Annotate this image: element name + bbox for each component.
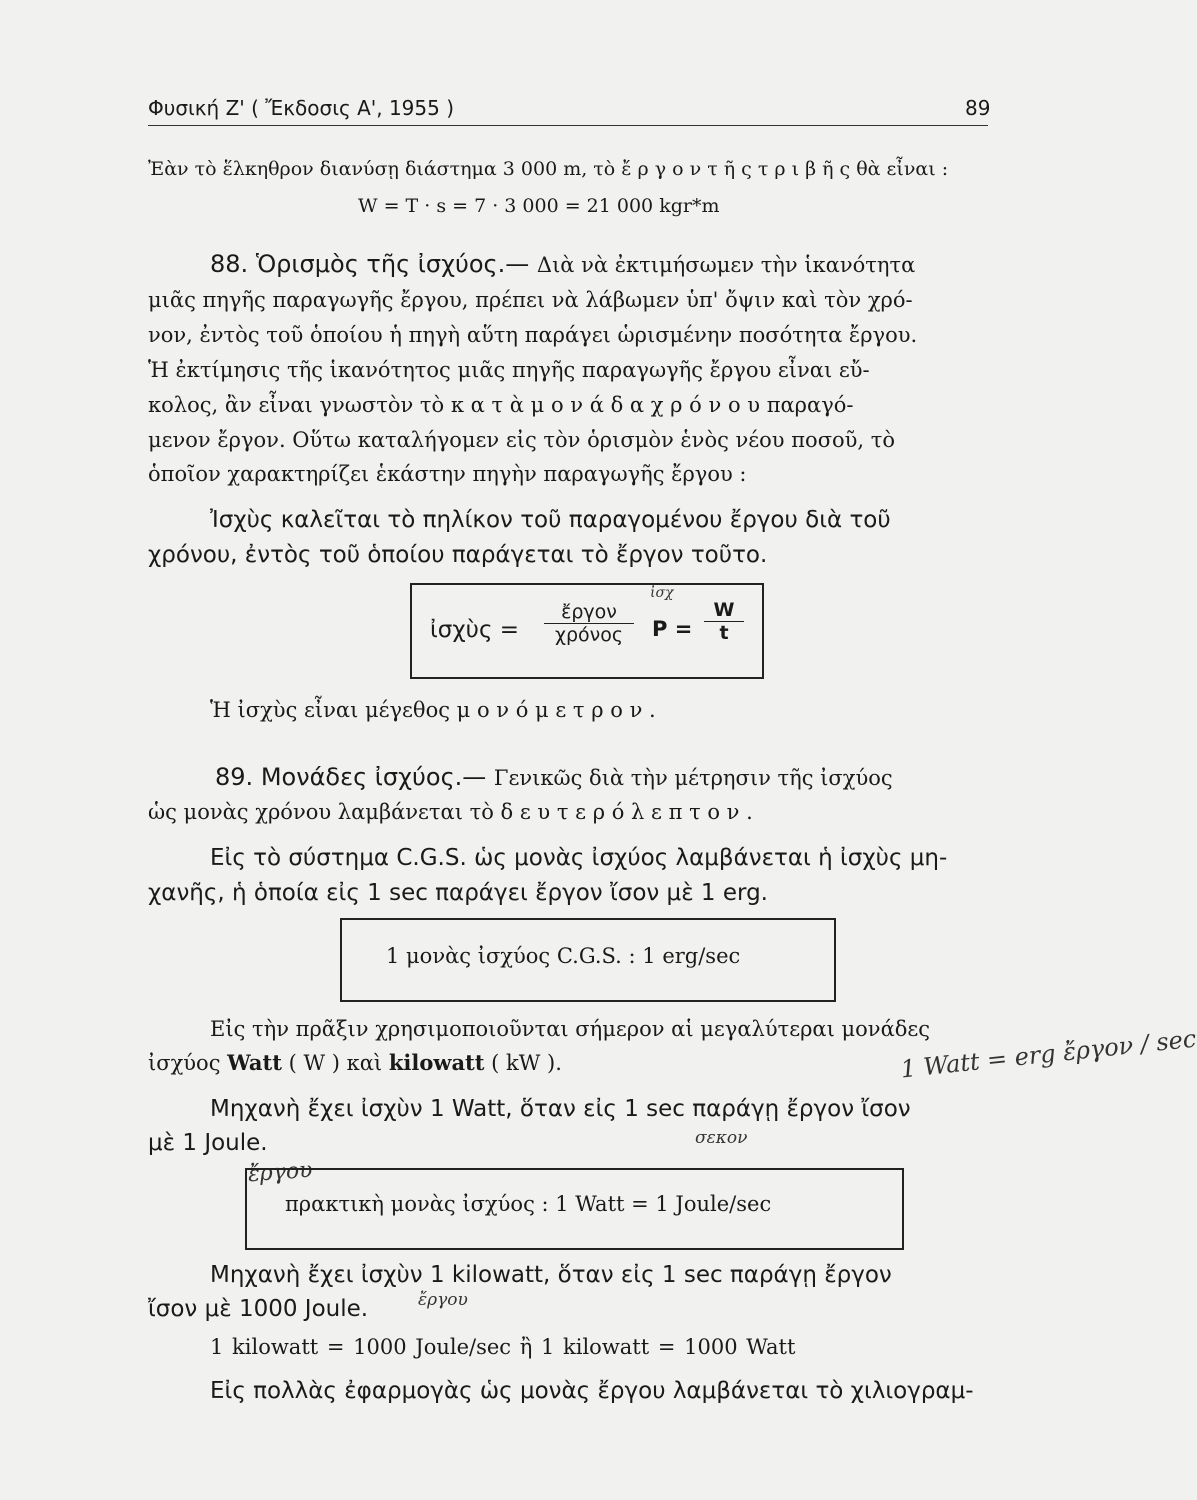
paragraph-line: μενον ἔργον. Οὕτω καταλήγομεν εἰς τὸν ὁρισμὸν ἑνὸς νέου ποσοῦ, τὸ: [148, 428, 896, 452]
section-89-heading: [215, 763, 893, 791]
cgs-unit-box: [340, 918, 836, 1002]
handwritten-note: ἔργου: [418, 1290, 468, 1310]
paragraph-line: Μηχανὴ ἔχει ἰσχὺν 1 kilowatt, ὅταν εἰς 1 sec παράγῃ ἔργον: [210, 1262, 892, 1288]
margin-handwritten-note: 1 Watt = erg ἔργον / sec: [899, 1024, 1197, 1084]
paragraph-line: Ἡ ἐκτίμησις τῆς ἱκανότητος μιᾶς πηγῆς παραγωγῆς ἔργου εἶναι εὔ-: [148, 358, 870, 382]
text-fragment: ἰσχύος: [148, 1051, 221, 1075]
paragraph-line: μὲ 1 Joule.: [148, 1130, 268, 1156]
handwritten-note: σεκον: [695, 1128, 748, 1148]
paragraph-line: μιᾶς πηγῆς παραγωγῆς ἔργου, πρέπει νὰ λάβωμεν ὑπ' ὄψιν καὶ τὸν χρό-: [148, 288, 913, 312]
text-fragment: ( kW ).: [491, 1051, 562, 1075]
page-number: 89: [965, 96, 991, 120]
kilowatt-equivalence: 1 kilowatt = 1000 Joule/sec ἢ 1 kilowatt = 1000 Watt: [210, 1335, 796, 1359]
fraction-w-t: [704, 599, 744, 644]
scalar-note: Ἡ ἰσχὺς εἶναι μέγεθος μ ο ν ό μ ε τ ρ ο ν .: [210, 698, 656, 722]
definition-line: χρόνου, ἐντὸς τοῦ ὁποίου παράγεται τὸ ἔργον τοῦτο.: [148, 542, 768, 568]
fraction-denominator: χρόνος: [554, 624, 624, 646]
section-first-line: Διὰ νὰ ἐκτιμήσωμεν τὴν ἱκανότητα: [536, 253, 916, 277]
formula-symbol: P =: [652, 617, 693, 641]
paragraph-line: [148, 1050, 562, 1075]
paragraph-line: Εἰς τὴν πρᾶξιν χρησιμοποιοῦνται σήμερον αἱ μεγαλύτεραι μονάδες: [210, 1017, 931, 1041]
power-formula-box: [410, 583, 764, 679]
paragraph-line: Εἰς πολλὰς ἐφαρμογὰς ὡς μονὰς ἔργου λαμβάνεται τὸ χιλιογραμ-: [210, 1378, 974, 1404]
watt-unit-box: [245, 1168, 904, 1250]
paragraph-line: νον, ἐντὸς τοῦ ὁποίου ἡ πηγὴ αὕτη παράγει ὡρισμένην ποσότητα ἔργου.: [148, 323, 918, 347]
fraction-numerator: W: [704, 599, 744, 622]
section-88-heading: [210, 250, 915, 278]
section-number: 89.: [215, 763, 254, 791]
watt-term: Watt: [227, 1050, 282, 1075]
handwritten-note: ἰσχ: [650, 585, 674, 601]
definition-line: Ἰσχὺς καλεῖται τὸ πηλίκον τοῦ παραγομένου ἔργου διὰ τοῦ: [210, 507, 891, 533]
paragraph-line: Εἰς τὸ σύστημα C.G.S. ὡς μονὰς ἰσχύος λαμβάνεται ἡ ἰσχὺς μη-: [210, 845, 948, 871]
kilowatt-term: kilowatt: [388, 1050, 485, 1075]
section-first-line: Γενικῶς διὰ τὴν μέτρησιν τῆς ἰσχύος: [493, 766, 893, 790]
section-number: 88.: [210, 250, 249, 278]
paragraph-line: ἴσον μὲ 1000 Joule.: [148, 1296, 369, 1322]
watt-unit-text: πρακτικὴ μονὰς ἰσχύος : 1 Watt = 1 Joule/sec: [285, 1192, 772, 1216]
paragraph-line: ὡς μονὰς χρόνου λαμβάνεται τὸ δ ε υ τ ε ρ ό λ ε π τ ο ν .: [148, 800, 753, 824]
intro-formula: W = T · s = 7 · 3 000 = 21 000 kgr*m: [358, 195, 720, 217]
paragraph-line: Μηχανὴ ἔχει ἰσχὺν 1 Watt, ὅταν εἰς 1 sec παράγῃ ἔργον ἴσον: [210, 1096, 911, 1122]
intro-line: Ἐὰν τὸ ἕλκηθρον διανύσῃ διάστημα 3 000 m, τὸ ἔ ρ γ ο ν τ ῆ ς τ ρ ι β ῆ ς θὰ εἶναι :: [148, 158, 949, 180]
paragraph-line: ὁποῖον χαρακτηρίζει ἑκάστην πηγὴν παραγωγῆς ἔργου :: [148, 462, 747, 486]
cgs-unit-text: 1 μονὰς ἰσχύος C.G.S. : 1 erg/sec: [386, 944, 741, 968]
handwritten-note: ἔργου: [247, 1157, 314, 1188]
fraction-denominator: t: [719, 622, 729, 644]
running-title: Φυσική Ζ' ( Ἔκδοσις Α', 1955 ): [148, 96, 455, 120]
section-title: Ὁρισμὸς τῆς ἰσχύος.—: [255, 250, 530, 278]
section-title: Μονάδες ἰσχύος.—: [260, 763, 487, 791]
formula-lhs: ἰσχὺς =: [430, 617, 520, 643]
header-rule: [148, 125, 988, 126]
text-fragment: ( W ) καὶ: [288, 1051, 383, 1075]
fraction-numerator: ἔργον: [544, 601, 634, 624]
paragraph-line: χανῆς, ἡ ὁποία εἰς 1 sec παράγει ἔργον ἴσον μὲ 1 erg.: [148, 880, 768, 906]
fraction-work-time: [544, 601, 634, 646]
paragraph-line: κολος, ἂν εἶναι γνωστὸν τὸ κ α τ ὰ μ ο ν ά δ α χ ρ ό ν ο υ παραγό-: [148, 393, 854, 417]
